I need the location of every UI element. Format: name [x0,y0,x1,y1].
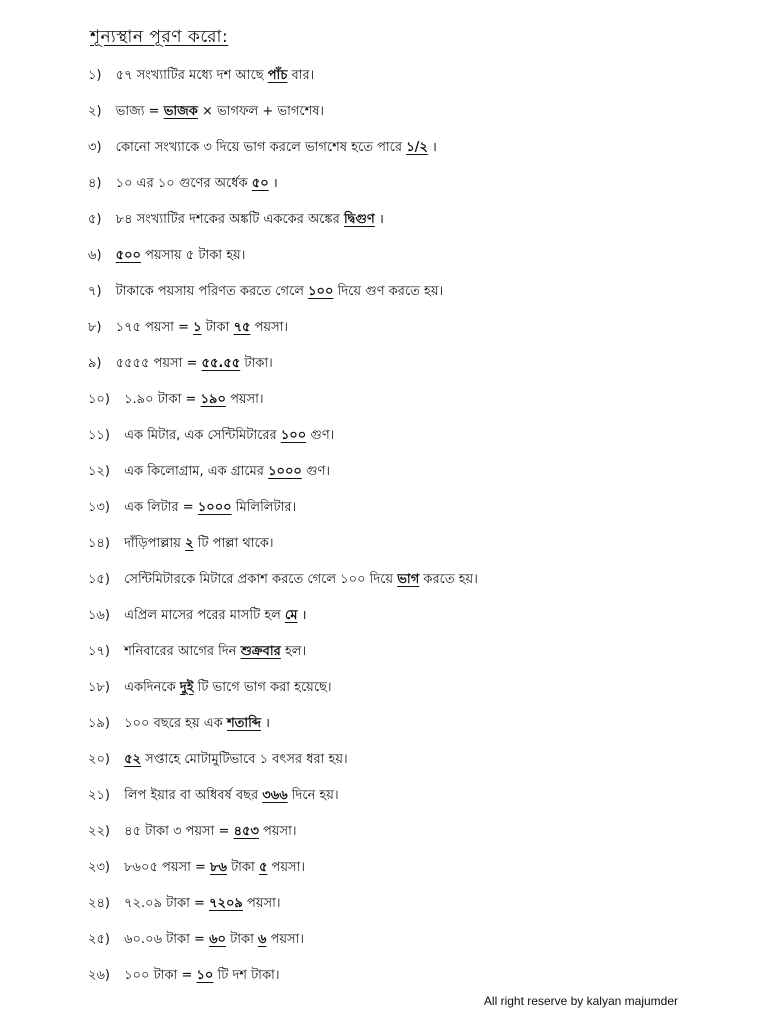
question-item [88,712,728,748]
question-number: ৭) [88,284,102,299]
question-text: শনিবারের আগের দিন [124,644,237,659]
question-text: টাকা। [244,356,273,371]
question-text: । [431,140,437,155]
question-number: ২৫) [88,932,110,947]
question-item [88,136,728,172]
question-item [88,856,728,892]
question-item [88,352,728,388]
answer-blank: ভাজক [163,104,198,119]
question-text: × ভাগফল + ভাগশেষ। [202,104,325,119]
question-text: টাকাকে পয়সায় পরিণত করতে গেলে [115,284,304,299]
question-text: পয়সা। [254,320,289,335]
question-text: একদিনকে [124,680,176,695]
question-text: ৮৪ সংখ্যাটির দশকের অঙ্কটি এককের অঙ্কের [115,212,340,227]
question-text: ১০০ টাকা = [124,968,193,983]
question-text: ১.৯০ টাকা = [124,392,197,407]
question-item [88,532,728,568]
question-text: পয়সা। [271,860,306,875]
question-number: ২০) [88,752,110,767]
question-list [88,64,728,1000]
answer-blank: ১০০০ [197,500,232,515]
answer-blank: ৩৬৬ [262,788,288,803]
copyright-footer: All right reserve by kalyan majumder [483,994,678,1008]
question-text: সপ্তাহে মোটামুটিভাবে ১ বৎসর ধরা হয়। [145,752,348,767]
answer-blank: ১৯০ [200,392,226,407]
answer-blank: ৫ [258,860,268,875]
question-number: ১৬) [88,608,110,623]
answer-blank: মে [284,608,298,623]
question-text: টাকা [205,320,230,335]
question-text: বার। [291,68,315,83]
question-text: টি ভাগে ভাগ করা হয়েছে। [197,680,332,695]
question-text: । [378,212,384,227]
question-number: ২৪) [88,896,110,911]
question-text: ভাজ্য = [115,104,160,119]
question-item [88,784,728,820]
question-number: ৮) [88,320,102,335]
question-number: ৬) [88,248,102,263]
question-number: ১১) [88,428,110,443]
answer-blank: ১/২ [406,140,428,155]
question-text: কোনো সংখ্যাকে ৩ দিয়ে ভাগ করলে ভাগশেষ হতে পারে [115,140,403,155]
answer-blank: ৭৫ [233,320,251,335]
question-item [88,460,728,496]
question-text: ৫৭ সংখ্যাটির মধ্যে দশ আছে [115,68,264,83]
question-item [88,640,728,676]
answer-blank: দ্বিগুণ [343,212,375,227]
question-text: টি দশ টাকা। [217,968,280,983]
answer-blank: ৬ [257,932,267,947]
question-item [88,928,728,964]
question-text: সেন্টিমিটারকে মিটারে প্রকাশ করতে গেলে ১০০ দিয়ে [124,572,394,587]
page-title: শূন্যস্থান পূরণ করো: [90,27,229,47]
answer-blank: ১০০০ [268,464,302,479]
question-text: দাঁড়িপাল্লায় [124,536,181,551]
question-item [88,496,728,532]
question-item [88,424,728,460]
question-text: ৬০.০৬ টাকা = [124,932,205,947]
question-text: ১৭৫ পয়সা = [115,320,189,335]
question-text: টাকা [231,860,255,875]
answer-blank: ৫২ [124,752,142,767]
question-text: দিয়ে গুণ করতে হয়। [337,284,444,299]
question-number: ৫) [88,212,102,227]
question-item [88,892,728,928]
question-item [88,280,728,316]
question-number: ১৪) [88,536,110,551]
answer-blank: ৮৬ [210,860,227,875]
question-text: হল। [284,644,307,659]
answer-blank: ৪৫৩ [233,824,259,839]
question-item [88,64,728,100]
answer-blank: ১ [193,320,202,335]
question-item [88,388,728,424]
answer-blank: শুক্রবার [240,644,281,659]
answer-blank: দুই [179,680,194,695]
question-number: ২২) [88,824,110,839]
answer-blank: ৫০ [251,176,269,191]
question-item [88,820,728,856]
question-text: পয়সা। [263,824,297,839]
question-item [88,676,728,712]
answer-blank: ৫০০ [115,248,142,263]
question-number: ২৬) [88,968,110,983]
question-text: ১০০ বছরে হয় এক [124,716,223,731]
answer-blank: ১০ [196,968,214,983]
question-item [88,100,728,136]
question-number: ১৩) [88,500,110,515]
question-text: মিলিলিটার। [235,500,297,515]
question-text: পয়সা। [247,896,281,911]
question-text: এপ্রিল মাসের পরের মাসটি হল [124,608,281,623]
question-text: ৪৫ টাকা ৩ পয়সা = [124,824,230,839]
question-text: পয়সা। [270,932,305,947]
question-text: ৭২.০৯ টাকা = [124,896,205,911]
question-number: ১৫) [88,572,110,587]
question-item [88,172,728,208]
question-text: এক লিটার = [124,500,194,515]
question-number: ১০) [88,392,110,407]
question-text: ৫৫৫৫ পয়সা = [115,356,198,371]
question-number: ১৮) [88,680,110,695]
question-number: ২৩) [88,860,110,875]
question-text: দিনে হয়। [291,788,339,803]
question-number: ৩) [88,140,102,155]
question-number: ১৭) [88,644,110,659]
question-item [88,568,728,604]
question-text: এক কিলোগ্রাম, এক গ্রামের [124,464,264,479]
question-item [88,244,728,280]
answer-blank: ২ [185,536,194,551]
question-number: ১) [88,68,102,83]
answer-blank: পাঁচ [267,68,288,83]
question-text: লিপ ইয়ার বা অধিবর্ষ বছর [124,788,259,803]
question-text: । [272,176,278,191]
question-text: গুণ। [306,464,331,479]
question-text: । [301,608,307,623]
question-text: পয়সায় ৫ টাকা হয়। [145,248,246,263]
question-number: ১২) [88,464,110,479]
answer-blank: ৫৫.৫৫ [201,356,241,371]
question-text: গুণ। [310,428,335,443]
answer-blank: ৬০ [209,932,226,947]
question-text: করতে হয়। [423,572,478,587]
answer-blank: ৭২০৯ [209,896,243,911]
question-number: ৯) [88,356,102,371]
question-item [88,748,728,784]
question-number: ২) [88,104,102,119]
question-text: । [265,716,271,731]
question-text: ১০ এর ১০ গুণের অর্ধেক [115,176,248,191]
question-text: ৮৬০৫ পয়সা = [124,860,206,875]
answer-blank: শতাব্দি [226,716,262,731]
question-number: ৪) [88,176,102,191]
answer-blank: ১০০ [280,428,307,443]
answer-blank: ভাগ [397,572,420,587]
question-text: পয়সা। [230,392,264,407]
answer-blank: ১০০ [308,284,334,299]
question-number: ২১) [88,788,110,803]
question-item [88,604,728,640]
question-number: ১৯) [88,716,110,731]
question-text: এক মিটার, এক সেন্টিমিটারের [124,428,277,443]
question-item [88,208,728,244]
question-item [88,316,728,352]
question-text: টি পাল্লা থাকে। [197,536,274,551]
question-text: টাকা [230,932,254,947]
